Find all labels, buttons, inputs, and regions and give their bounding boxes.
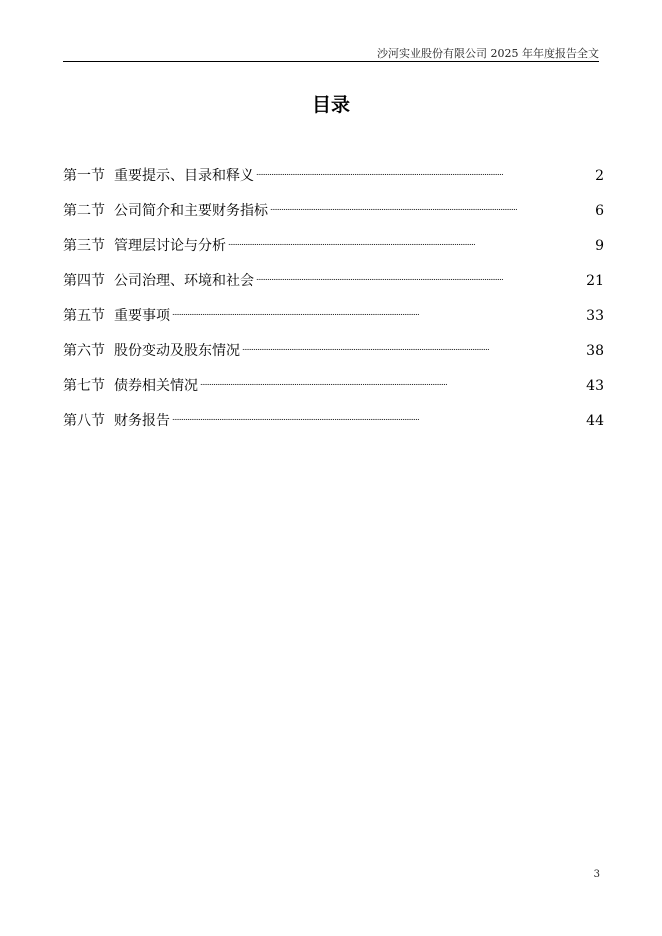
toc-page-number: 43	[586, 378, 604, 394]
toc-section-number: 第八节	[63, 413, 105, 429]
dot-leader	[256, 166, 593, 180]
header-divider	[63, 61, 599, 62]
toc-entry-title: 重要事项	[114, 308, 170, 324]
toc-section-number: 第七节	[63, 378, 105, 394]
dot-leader	[256, 271, 584, 285]
toc-page-number: 21	[586, 273, 604, 289]
toc-entry-6[interactable]	[63, 341, 604, 376]
dot-leader	[172, 411, 584, 425]
toc-entry-title: 财务报告	[114, 413, 170, 429]
table-of-contents	[63, 166, 604, 446]
toc-page-number: 9	[595, 238, 604, 254]
toc-section-number: 第三节	[63, 238, 105, 254]
toc-entry-title: 公司治理、环境和社会	[114, 273, 254, 289]
toc-entry-2[interactable]	[63, 201, 604, 236]
toc-entry-title: 公司简介和主要财务指标	[114, 203, 268, 219]
toc-section-number: 第六节	[63, 343, 105, 359]
dot-leader	[242, 341, 584, 355]
dot-leader	[270, 201, 593, 215]
toc-page-number: 38	[586, 343, 604, 359]
toc-section-number: 第二节	[63, 203, 105, 219]
toc-entry-1[interactable]	[63, 166, 604, 201]
toc-page-number: 44	[586, 413, 604, 429]
toc-entry-title: 股份变动及股东情况	[114, 343, 240, 359]
toc-entry-4[interactable]	[63, 271, 604, 306]
toc-page-number: 2	[595, 168, 604, 184]
running-header: 沙河实业股份有限公司 2025 年年度报告全文	[377, 47, 599, 60]
toc-entry-5[interactable]	[63, 306, 604, 341]
toc-title: 目录	[311, 94, 350, 116]
page-number: 3	[593, 869, 600, 880]
toc-entry-title: 管理层讨论与分析	[114, 238, 226, 254]
dot-leader	[172, 306, 584, 320]
toc-entry-8[interactable]	[63, 411, 604, 446]
toc-section-number: 第四节	[63, 273, 105, 289]
toc-section-number: 第五节	[63, 308, 105, 324]
toc-entry-7[interactable]	[63, 376, 604, 411]
toc-page-number: 33	[586, 308, 604, 324]
toc-section-number: 第一节	[63, 168, 105, 184]
toc-entry-title: 重要提示、目录和释义	[114, 168, 254, 184]
toc-entry-3[interactable]	[63, 236, 604, 271]
toc-page-number: 6	[595, 203, 604, 219]
dot-leader	[228, 236, 593, 250]
toc-entry-title: 债券相关情况	[114, 378, 198, 394]
dot-leader	[200, 376, 584, 390]
